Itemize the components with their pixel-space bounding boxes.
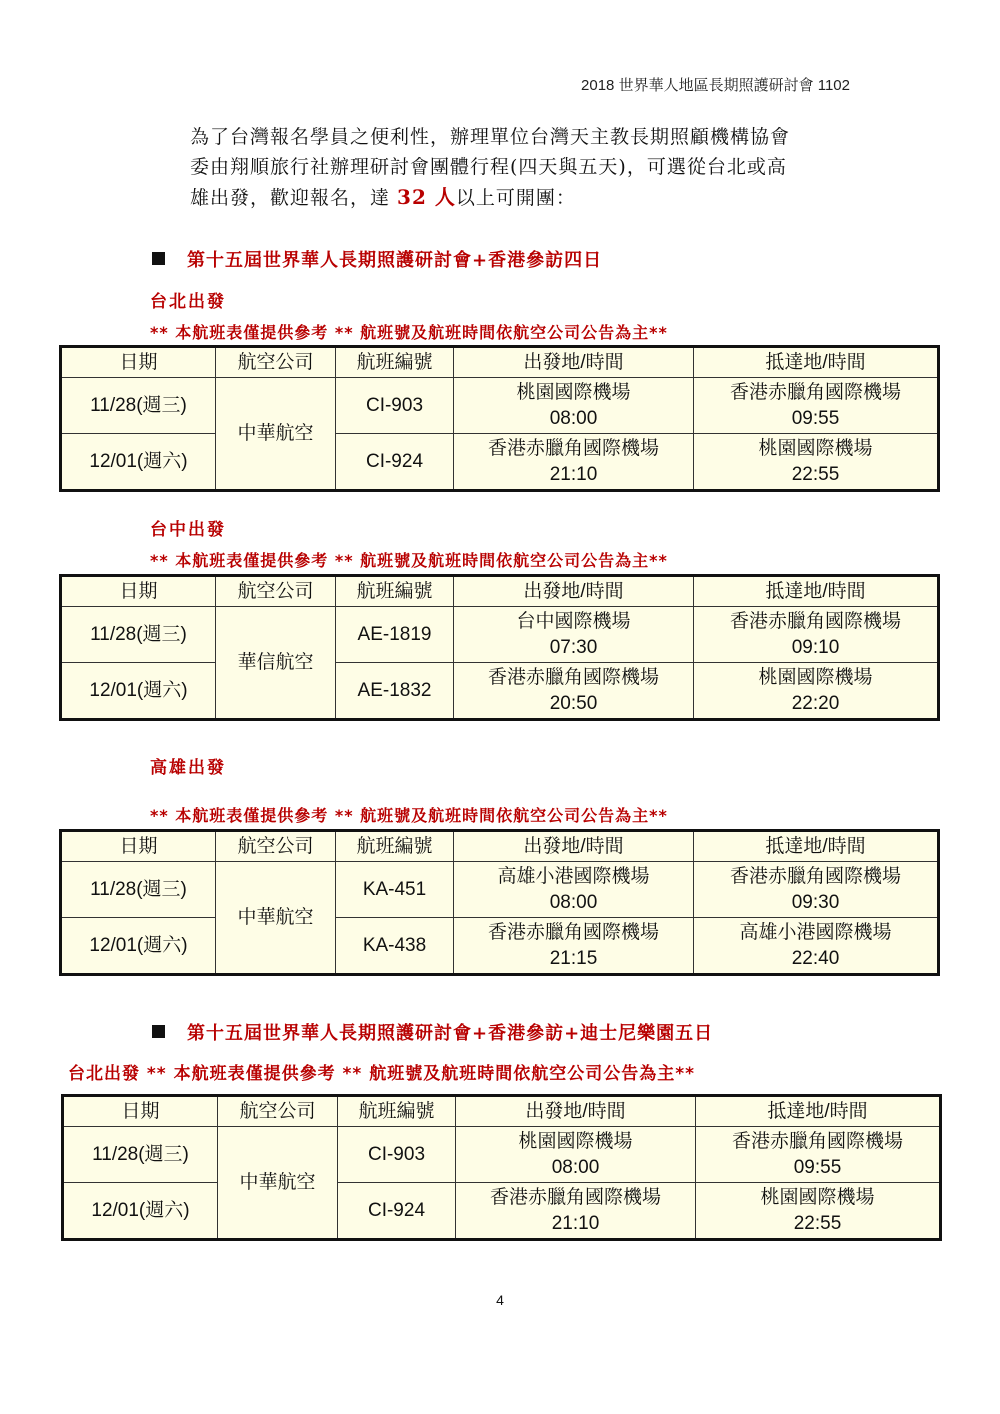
arrival-cell xyxy=(696,1127,941,1183)
departure-time: 07:30 xyxy=(549,636,598,658)
table-header-row xyxy=(61,347,939,378)
departure-place: 香港赤臘角國際機場 xyxy=(487,437,659,459)
departure-city-label: 台中出發 xyxy=(150,520,226,540)
intro-line: 為了台灣報名學員之便利性，辦理單位台灣天主教長期照顧機構協會 xyxy=(190,126,791,148)
departure-cell xyxy=(454,434,694,491)
departure-place: 香港赤臘角國際機場 xyxy=(489,1186,661,1208)
intro-line: 委由翔順旅行社辦理研討會團體行程(四天與五天)，可選從台北或高 xyxy=(190,156,787,178)
table-row xyxy=(61,378,939,434)
departure-city-label: 台北出發 xyxy=(150,292,226,312)
column-header: 抵達地/時間 xyxy=(696,1096,941,1127)
departure-time: 21:15 xyxy=(549,947,598,969)
column-header: 抵達地/時間 xyxy=(694,831,939,862)
section-title-text: 第十五屆世界華人長期照護研討會+香港參訪四日 xyxy=(187,250,603,271)
arrival-time: 09:55 xyxy=(791,407,840,429)
departure-cell xyxy=(454,918,694,975)
flight-number-cell: CI-903 xyxy=(336,378,454,434)
column-header: 抵達地/時間 xyxy=(694,576,939,607)
date-cell: 12/01(週六) xyxy=(61,434,216,491)
column-header: 出發地/時間 xyxy=(454,347,694,378)
intro-paragraph xyxy=(190,122,870,213)
arrival-time: 22:55 xyxy=(791,463,840,485)
arrival-time: 09:55 xyxy=(793,1156,842,1178)
flight-number-cell: AE-1819 xyxy=(336,607,454,663)
section-title-4day xyxy=(152,246,602,272)
flight-disclaimer-note: ** 本航班表僅提供參考 ** 航班號及航班時間依航空公司公告為主** xyxy=(150,551,668,570)
table-header-row xyxy=(63,1096,941,1127)
flight-disclaimer-note: 台北出發 ** 本航班表僅提供參考 ** 航班號及航班時間依航空公司公告為主** xyxy=(68,1064,696,1084)
arrival-place: 香港赤臘角國際機場 xyxy=(731,1130,903,1152)
table-row xyxy=(63,1183,941,1240)
departure-place: 台中國際機場 xyxy=(516,610,631,632)
flight-number-cell: CI-924 xyxy=(336,434,454,491)
arrival-place: 香港赤臘角國際機場 xyxy=(729,865,901,887)
column-header: 航班編號 xyxy=(336,576,454,607)
column-header: 抵達地/時間 xyxy=(694,347,939,378)
arrival-cell xyxy=(694,434,939,491)
table-row xyxy=(63,1127,941,1183)
departure-cell xyxy=(454,607,694,663)
departure-time: 20:50 xyxy=(549,692,598,714)
date-cell: 12/01(週六) xyxy=(61,918,216,975)
column-header: 日期 xyxy=(61,831,216,862)
table-row xyxy=(61,663,939,720)
arrival-place: 桃園國際機場 xyxy=(758,437,873,459)
flight-table-taipei-5day xyxy=(61,1094,942,1241)
arrival-time: 09:10 xyxy=(791,636,840,658)
section-title-text: 第十五屆世界華人長期照護研討會+香港參訪+迪士尼樂園五日 xyxy=(187,1023,714,1044)
flight-number-cell: CI-924 xyxy=(338,1183,456,1240)
flight-number-cell: CI-903 xyxy=(338,1127,456,1183)
square-bullet-icon xyxy=(152,252,165,265)
table-row xyxy=(61,918,939,975)
flight-number-cell: KA-451 xyxy=(336,862,454,918)
arrival-cell xyxy=(694,862,939,918)
date-cell: 12/01(週六) xyxy=(63,1183,218,1240)
arrival-place: 桃園國際機場 xyxy=(760,1186,875,1208)
column-header: 航空公司 xyxy=(218,1096,338,1127)
column-header: 航班編號 xyxy=(336,347,454,378)
arrival-time: 22:55 xyxy=(793,1212,842,1234)
column-header: 航班編號 xyxy=(336,831,454,862)
square-bullet-icon xyxy=(152,1025,165,1038)
date-cell: 11/28(週三) xyxy=(61,862,216,918)
arrival-cell xyxy=(694,918,939,975)
departure-time: 08:00 xyxy=(549,891,598,913)
arrival-time: 22:40 xyxy=(791,947,840,969)
flight-table-kaohsiung-4day xyxy=(59,829,940,976)
section-title-5day xyxy=(152,1019,713,1045)
page-header: 2018 世界華人地區長期照護研討會 1102 xyxy=(581,77,850,94)
column-header: 出發地/時間 xyxy=(454,576,694,607)
column-header: 出發地/時間 xyxy=(454,831,694,862)
date-cell: 11/28(週三) xyxy=(61,378,216,434)
departure-cell xyxy=(456,1183,696,1240)
arrival-cell xyxy=(694,607,939,663)
intro-line xyxy=(190,182,870,213)
arrival-place: 香港赤臘角國際機場 xyxy=(729,610,901,632)
table-row xyxy=(61,607,939,663)
departure-place: 高雄小港國際機場 xyxy=(497,865,650,887)
date-cell: 11/28(週三) xyxy=(61,607,216,663)
column-header: 日期 xyxy=(61,347,216,378)
column-header: 日期 xyxy=(63,1096,218,1127)
flight-table-taipei-4day xyxy=(59,345,940,492)
arrival-cell xyxy=(694,378,939,434)
flight-number-cell: AE-1832 xyxy=(336,663,454,720)
table-row xyxy=(61,862,939,918)
arrival-place: 桃園國際機場 xyxy=(758,666,873,688)
date-cell: 11/28(週三) xyxy=(63,1127,218,1183)
intro-text: 雄出發，歡迎報名，達 xyxy=(190,187,398,209)
airline-cell: 中華航空 xyxy=(216,378,336,491)
departure-city-label: 高雄出發 xyxy=(150,758,226,778)
column-header: 航空公司 xyxy=(216,831,336,862)
table-row xyxy=(61,434,939,491)
departure-place: 桃園國際機場 xyxy=(518,1130,633,1152)
departure-time: 08:00 xyxy=(551,1156,600,1178)
departure-cell xyxy=(454,862,694,918)
table-header-row xyxy=(61,576,939,607)
departure-cell xyxy=(456,1127,696,1183)
flight-disclaimer-note: ** 本航班表僅提供參考 ** 航班號及航班時間依航空公司公告為主** xyxy=(150,323,668,342)
departure-place: 香港赤臘角國際機場 xyxy=(487,666,659,688)
airline-cell: 中華航空 xyxy=(216,862,336,975)
arrival-time: 09:30 xyxy=(791,891,840,913)
arrival-cell xyxy=(694,663,939,720)
flight-disclaimer-note: ** 本航班表僅提供參考 ** 航班號及航班時間依航空公司公告為主** xyxy=(150,806,668,825)
flight-table-taichung-4day xyxy=(59,574,940,721)
column-header: 日期 xyxy=(61,576,216,607)
column-header: 航班編號 xyxy=(338,1096,456,1127)
flight-number-cell: KA-438 xyxy=(336,918,454,975)
departure-place: 桃園國際機場 xyxy=(516,381,631,403)
arrival-place: 香港赤臘角國際機場 xyxy=(729,381,901,403)
arrival-cell xyxy=(696,1183,941,1240)
departure-time: 08:00 xyxy=(549,407,598,429)
departure-cell xyxy=(454,378,694,434)
departure-time: 21:10 xyxy=(549,463,598,485)
arrival-time: 22:20 xyxy=(791,692,840,714)
airline-cell: 華信航空 xyxy=(216,607,336,720)
date-cell: 12/01(週六) xyxy=(61,663,216,720)
intro-text: 以上可開團： xyxy=(455,187,576,209)
airline-cell: 中華航空 xyxy=(218,1127,338,1240)
departure-cell xyxy=(454,663,694,720)
table-header-row xyxy=(61,831,939,862)
departure-time: 21:10 xyxy=(551,1212,600,1234)
arrival-place: 高雄小港國際機場 xyxy=(739,921,892,943)
column-header: 航空公司 xyxy=(216,576,336,607)
column-header: 航空公司 xyxy=(216,347,336,378)
group-size-highlight: 32 人 xyxy=(397,185,456,209)
column-header: 出發地/時間 xyxy=(456,1096,696,1127)
page-number: 4 xyxy=(496,1292,504,1308)
departure-place: 香港赤臘角國際機場 xyxy=(487,921,659,943)
